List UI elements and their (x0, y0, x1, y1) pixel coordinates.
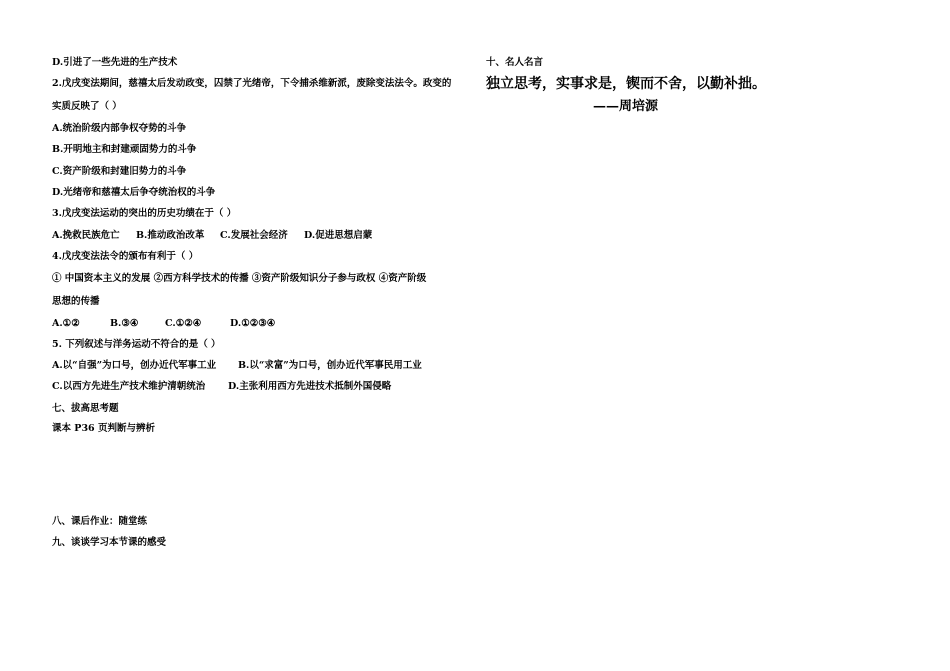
q3-option-b: B.推动政治改革 (136, 230, 205, 241)
famous-quote: 独立思考，实事求是，锲而不舍，以勤补拙。 (486, 76, 766, 92)
q4-options (52, 318, 275, 330)
q2-option-a: A.统治阶级内部争权夺势的斗争 (52, 123, 187, 134)
q3-option-c: C.发展社会经济 (220, 230, 288, 241)
section8-homework: 八、课后作业：随堂练 (52, 516, 148, 527)
q3-options (52, 230, 372, 242)
q5-stem: 5. 下列叙述与洋务运动不符合的是（ ） (52, 339, 221, 350)
q5-options-cd (52, 381, 391, 393)
q4-option-a: A.①② (52, 318, 80, 329)
q5-options-ab (52, 360, 422, 372)
q4-option-c: C.①②④ (165, 318, 202, 329)
q4-option-d: D.①②③④ (230, 318, 276, 329)
q5-option-c: C.以西方先进生产技术维护清朝统治 (52, 381, 206, 392)
section7-text: 课本 P36 页判断与辨析 (52, 423, 155, 434)
q3-stem: 3.戊戌变法运动的突出的历史功绩在于（ ） (52, 208, 237, 219)
q5-option-a: A.以“自强”为口号，创办近代军事工业 (52, 360, 217, 371)
q4-items-line1: ① 中国资本主义的发展 ②西方科学技术的传播 ③资产阶级知识分子参与政权 ④资产阶级 (52, 273, 427, 284)
q4-option-b: B.③④ (110, 318, 139, 329)
section9-reflection: 九、谈谈学习本节课的感受 (52, 537, 167, 548)
q2-option-d: D.光绪帝和慈禧太后争夺统治权的斗争 (52, 187, 216, 198)
q3-option-d: D.促进思想启蒙 (304, 230, 373, 241)
q4-stem: 4.戊戌变法法令的颁布有利于（ ） (52, 251, 199, 262)
q5-option-d: D.主张利用西方先进技术抵制外国侵略 (228, 381, 392, 392)
q2-stem-line1: 2.戊戌变法期间，慈禧太后发动政变，囚禁了光绪帝，下令捕杀维新派，废除变法法令。政变的 (52, 78, 452, 89)
q3-option-a: A.挽救民族危亡 (52, 230, 120, 241)
q1-option-d: D.引进了一些先进的生产技术 (52, 57, 178, 68)
q2-option-b: B.开明地主和封建顽固势力的斗争 (52, 144, 197, 155)
quote-author: ——周培源 (593, 99, 659, 114)
q5-option-b: B.以“求富”为口号，创办近代军事民用工业 (238, 360, 422, 371)
section10-title: 十、名人名言 (486, 57, 544, 68)
section7-title: 七、拔高思考题 (52, 403, 119, 414)
q4-items-line2: 思想的传播 (52, 296, 100, 307)
q2-stem-line2: 实质反映了（ ） (52, 101, 122, 112)
q2-option-c: C.资产阶级和封建旧势力的斗争 (52, 166, 187, 177)
